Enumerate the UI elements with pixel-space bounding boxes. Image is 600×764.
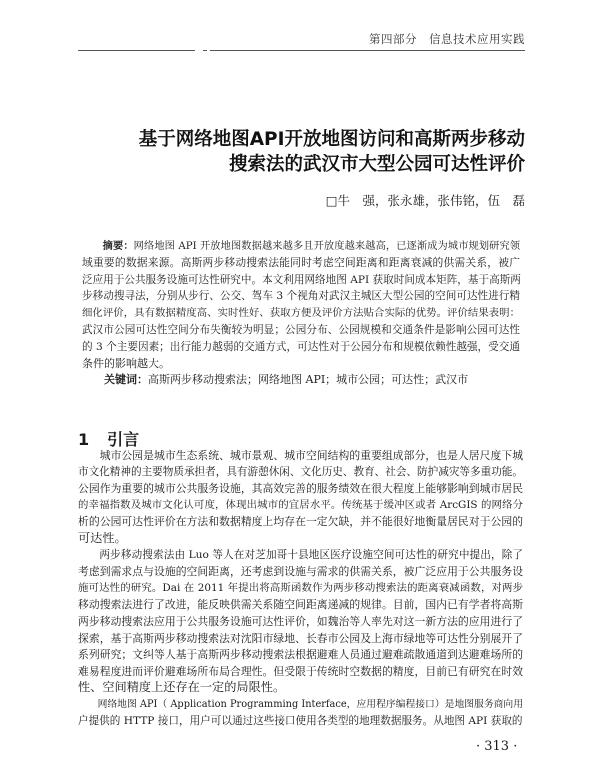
abstract-line: 域重要的数据来源。高斯两步移动搜索法能同时考虑空间距离和距离衰减的供需关系，被广 [82, 255, 520, 269]
abstract-line: 条件的影响越大。 [82, 356, 170, 370]
body-line: 析的公园可达性评价在方法和数据精度上均存在一定欠缺，并不能很好地衡量居民对于公园的 [78, 515, 523, 529]
abstract-text: 网络地图 API 开放地图数据越来越多且开放度越来越高，已逐渐成为城市规划研究领 [133, 241, 521, 252]
body-line: 可达性。 [78, 531, 127, 545]
abstract-line: 泛应用于公共服务设施可达性研究中。本文利用网络地图 API 获取时间成本矩阵，基于高斯两 [82, 273, 521, 286]
body-line: 的幸福指数及城市文化认可度，体现出城市的宜居水平。传统基于缓冲区或者 ArcGIS 的网络分 [78, 498, 523, 511]
section-number: 1 [78, 430, 90, 449]
page-number: · 313 · [476, 739, 518, 754]
abstract-label: 摘要： [102, 240, 134, 252]
abstract-line: 步移动搜寻法，分别从步行、公交、驾车 3 个视角对武汉主城区大型公园的空间可达性进行精 [82, 290, 520, 303]
paper-title-line-1: 基于网络地图API开放地图访问和高斯两步移动 [138, 129, 525, 150]
running-header: 第四部分 信息技术应用实践 [369, 32, 525, 46]
body-line: 施可达性的研究。Dai 在 2011 年提出将高斯函数作为两步移动搜索法的距离衰减函数，对两步 [78, 581, 523, 594]
header-rule-right [210, 50, 525, 51]
body-line: 城市公园是城市生态系统、城市景观、城市空间结构的重要组成部分，也是人居尺度下城 [78, 449, 523, 462]
keywords [82, 372, 520, 389]
abstract-line: 武汉市公园可达性空间分布失衡较为明显；公园分布、公园规模和交通条件是影响公园可达性 [82, 324, 520, 336]
body-line: 市文化精神的主要物质承担者，具有游憩休闲、文化历史、教育、社会、防护减灾等多重功能。 [78, 465, 523, 478]
body-line: 户提供的 HTTP 接口，用户可以通过这些接口使用各类型的地理数据服务。从地图 API 获取的 [78, 714, 523, 727]
section-title: 引言 [107, 430, 140, 449]
body-line: 公园作为重要的城市公共服务设施，其高效完善的服务绩效在很大程度上能够影响到城市居民 [78, 482, 523, 496]
body-line: 网络地图 API（ Application Programming Interface，应用程序编程接口）是地图服务商向用 [78, 699, 524, 710]
body-line: 两步移动搜索法由 Luo 等人在对芝加哥十县地区医疗设施空间可达性的研究中提出，除了 [78, 548, 523, 561]
body-line: 系列研究；文纠等人基于高斯两步移动搜索法根据避难人员通过避难疏散通道到达避难场所的 [78, 648, 523, 662]
body-line: 难易程度进而评价避难场所布局合理性。但受限于传统时空数据的精度，目前已有研究在时效 [78, 664, 523, 678]
header-rule-dash [203, 50, 207, 51]
keywords-label: 关键词： [104, 373, 148, 387]
abstract-line: 的 3 个主要因素；出行能力越弱的交通方式，可达性对于公园分布和规模依赖性越强，受交通 [82, 340, 520, 353]
keywords-text: 高斯两步移动搜索法；网络地图 API；城市公园；可达性；武汉市 [148, 373, 469, 387]
body-line: 考虑到需求点与设施的空间距离，还考虑到设施与需求的供需关系，被广泛应用于公共服务设 [78, 565, 523, 579]
abstract-line [82, 238, 520, 256]
body-line: 性、空间精度上还存在一定的局限性。 [78, 680, 286, 695]
body-line: 两步移动搜索法应用于公共服务设施可达性评价，如魏治等人率先对这一新方法的应用进行了 [78, 615, 523, 628]
body-line: 探索，基于高斯两步移动搜索法对沈阳市绿地、长春市公园及上海市绿地等可达性分别展开了 [78, 631, 523, 645]
abstract-line: 细化评价，具有数据精度高、实时性好、获取方便及评价方法贴合实际的优势。评价结果表明： [82, 307, 520, 320]
authors: □牛 强，张永雄，张伟铭，伍 磊 [325, 193, 525, 208]
header-rule-left [78, 50, 195, 51]
body-line: 移动搜索法进行了改进，能反映供需关系随空间距离递减的规律。目前，国内已有学者将高斯 [78, 598, 523, 612]
paper-title-line-2: 搜索法的武汉市大型公园可达性评价 [228, 154, 525, 175]
